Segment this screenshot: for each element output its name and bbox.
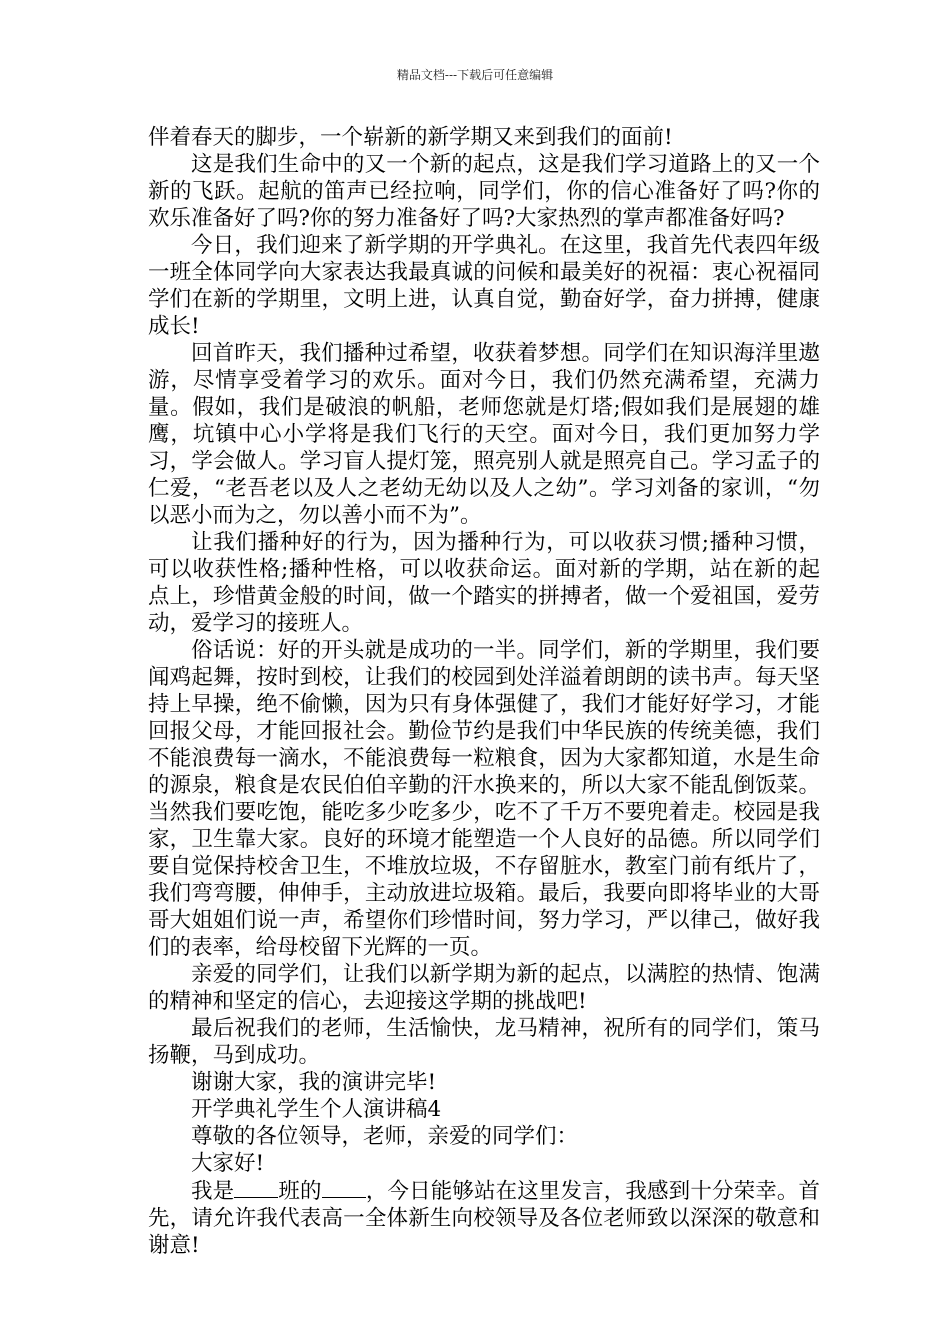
fill-blank — [322, 1177, 366, 1198]
text-fragment: 班的 — [278, 1179, 322, 1204]
salutation: 尊敬的各位领导，老师，亲爱的同学们： — [191, 1124, 579, 1149]
paragraph: 这是我们生命中的又一个新的起点，这是我们学习道路上的又一个新的飞跃。起航的笛声已经拉响，同学们，你的信心准备好了吗?你的欢乐准备好了吗?你的努力准备好了吗?大家热烈的掌声都准备好吗? — [148, 152, 820, 231]
paragraph: 让我们播种好的行为，因为播种行为，可以收获习惯;播种习惯，可以收获性格;播种性格，可以收获命运。面对新的学期，站在新的起点上，珍惜黄金般的时间，做一个踏实的拼搏者，做一个爱祖国，爱劳动，爱学习的接班人。 — [148, 530, 820, 636]
paragraph: 伴着春天的脚步，一个崭新的新学期又来到我们的面前! — [148, 125, 673, 150]
paragraph: 俗话说：好的开头就是成功的一半。同学们，新的学期里，我们要闻鸡起舞，按时到校，让我们的校园到处洋溢着朗朗的读书声。每天坚持上早操，绝不偷懒，因为只有身体强健了，我们才能好好学习，才能回报父母，才能回报社会。勤俭节约是我们中华民族的传统美德，我们不能浪费每一滴水，不能浪费每一粒粮食，因为大家都知道，水是生命的源泉，粮食是农民伯伯辛勤的汗水换来的，所以大家不能乱倒饭菜。当然我们要吃饱，能吃多少吃多少，吃不了千万不要兜着走。校园是我家，卫生靠大家。良好的环境才能塑造一个人良好的品德。所以同学们要自觉保持校舍卫生，不堆放垃圾，不存留脏水，教室门前有纸片了，我们弯弯腰，伸伸手，主动放进垃圾箱。最后，我要向即将毕业的大哥哥大姐姐们说一声，希望你们珍惜时间，努力学习，严以律己，做好我们的表率，给母校留下光辉的一页。 — [148, 638, 820, 960]
page-header: 精品文档---下载后可任意编辑 — [396, 68, 554, 82]
section-title: 开学典礼学生个人演讲稿4 — [191, 1097, 442, 1122]
paragraph: 谢谢大家，我的演讲完毕! — [191, 1070, 437, 1095]
paragraph: 最后祝我们的老师，生活愉快，龙马精神，祝所有的同学们，策马扬鞭，马到成功。 — [148, 1016, 820, 1068]
paragraph: 今日，我们迎来了新学期的开学典礼。在这里，我首先代表四年级一班全体同学向大家表达我最真诚的问候和最美好的祝福：衷心祝福同学们在新的学期里，文明上进，认真自觉，勤奋好学，奋力拼搏，健康成长! — [148, 233, 820, 339]
fill-blank — [234, 1177, 278, 1198]
text-fragment: 我是 — [191, 1179, 235, 1204]
document-body — [148, 124, 820, 1259]
greeting: 大家好! — [191, 1151, 265, 1176]
paragraph-with-blanks — [148, 1177, 820, 1259]
text-fragment: ，今日能够站在这里发言，我感到十分荣幸。首先，请允许我代表高一全体新生向校领导及各位老师致以深深的敬意和谢意! — [148, 1179, 820, 1258]
paragraph: 亲爱的同学们，让我们以新学期为新的起点，以满腔的热情、饱满的精神和坚定的信心，去迎接这学期的挑战吧! — [148, 962, 820, 1014]
paragraph: 回首昨天，我们播种过希望，收获着梦想。同学们在知识海洋里遨游，尽情享受着学习的欢乐。面对今日，我们仍然充满希望，充满力量。假如，我们是破浪的帆船，老师您就是灯塔;假如我们是展翅的雄鹰，坑镇中心小学将是我们飞行的天空。面对今日，我们更加努力学习，学会做人。学习盲人提灯笼，照亮别人就是照亮自己。学习孟子的仁爱，“老吾老以及人之老幼无幼以及人之幼”。学习刘备的家训，“勿以恶小而为之，勿以善小而不为”。 — [148, 341, 820, 528]
